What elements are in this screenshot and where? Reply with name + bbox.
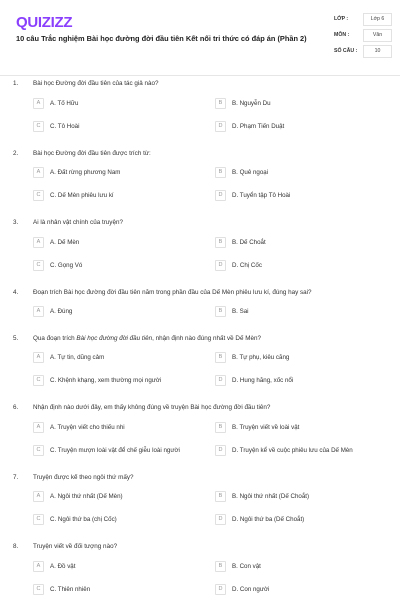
option-text: C. Truyện mượn loài vật để chế giễu loài người — [50, 446, 180, 454]
option-text: C. Tô Hoài — [50, 122, 80, 130]
meta-subject — [334, 29, 392, 45]
option-a[interactable] — [33, 559, 75, 573]
option-d[interactable] — [215, 119, 284, 133]
option-text: B. Tự phụ, kiêu căng — [232, 354, 290, 361]
option-b[interactable] — [215, 490, 309, 504]
option-a[interactable] — [33, 420, 125, 434]
option-letter-d: D — [215, 121, 226, 132]
option-text: B. Con vật — [232, 562, 261, 570]
option-d[interactable] — [215, 258, 262, 272]
option-letter-d: D — [215, 445, 226, 456]
question-number: 8. — [13, 543, 19, 550]
option-text: B. Quê ngoại — [232, 169, 269, 176]
option-letter-d: D — [215, 260, 226, 271]
question-number: 5. — [13, 334, 19, 342]
option-c[interactable] — [33, 119, 79, 133]
question-text: Bài học Đường đời đầu tiên của tác giả nào? — [33, 80, 159, 87]
document-title: 10 câu Trắc nghiệm Bài học đường đời đầu tiên Kết nối tri thức có đáp án (Phần 2) — [16, 34, 307, 43]
option-letter-a: A — [33, 491, 44, 502]
option-text: D. Con người — [232, 585, 270, 593]
option-letter-d: D — [215, 584, 226, 595]
option-letter-b: B — [215, 422, 226, 433]
option-b[interactable] — [215, 559, 261, 573]
option-text: D. Truyện kể về cuộc phiêu lưu của Dế Mèn — [232, 446, 353, 454]
option-text: A. Đất rừng phương Nam — [50, 169, 121, 176]
question-number: 3. — [13, 219, 19, 226]
meta-grade-value: Lớp 6 — [363, 13, 392, 26]
option-c[interactable] — [33, 582, 90, 596]
option-text: D. Chị Cốc — [232, 261, 262, 269]
question-6 — [0, 404, 400, 474]
question-1 — [0, 80, 400, 150]
question-text-before: Qua đoạn trích — [33, 334, 77, 342]
option-b[interactable] — [215, 166, 268, 180]
question-text: Nhận định nào dưới đây, em thấy không đúng về truyện Bài học đường đời đầu tiên? — [33, 404, 271, 411]
question-number: 6. — [13, 404, 19, 411]
option-letter-a: A — [33, 167, 44, 178]
option-b[interactable] — [215, 420, 299, 434]
question-text-after: , nhận định nào đúng nhất về Dế Mèn? — [152, 334, 261, 342]
meta-count — [334, 45, 392, 61]
option-d[interactable] — [215, 513, 304, 527]
option-c[interactable] — [33, 513, 117, 527]
meta-grade — [334, 13, 392, 29]
option-letter-a: A — [33, 422, 44, 433]
option-c[interactable] — [33, 443, 180, 457]
option-a[interactable] — [33, 96, 78, 110]
question-number: 7. — [13, 473, 19, 481]
option-text: C. Khệnh khạng, xem thường mọi người — [50, 377, 162, 384]
question-number: 1. — [13, 80, 19, 87]
option-letter-c: C — [33, 514, 44, 525]
question-4 — [0, 289, 400, 335]
question-text: Ai là nhân vật chính của truyện? — [33, 219, 123, 226]
option-text: B. Ngôi thứ nhất (Dế Choắt) — [232, 493, 310, 500]
option-text: B. Truyện viết về loài vật — [232, 423, 300, 431]
option-d[interactable] — [215, 443, 353, 457]
question-text: Truyện viết về đối tượng nào? — [33, 543, 118, 550]
option-letter-c: C — [33, 260, 44, 271]
meta-subject-label: MÔN : — [334, 32, 350, 38]
option-letter-a: A — [33, 98, 44, 109]
option-text: C. Thiên nhiên — [50, 585, 91, 593]
option-text: D. Ngôi thứ ba (Dế Choắt) — [232, 516, 305, 523]
question-text: Bài học Đường đời đầu tiên được trích từ: — [33, 149, 151, 157]
question-text — [33, 335, 388, 342]
option-c[interactable] — [33, 258, 82, 272]
option-letter-b: B — [215, 352, 226, 363]
option-letter-d: D — [215, 375, 226, 386]
option-letter-c: C — [33, 375, 44, 386]
option-letter-c: C — [33, 121, 44, 132]
option-a[interactable] — [33, 305, 72, 319]
option-text: A. Tố Hữu — [50, 99, 79, 107]
option-text: A. Đúng — [50, 308, 73, 315]
question-list — [0, 80, 400, 600]
option-text: A. Tự tin, dũng cảm — [50, 354, 105, 361]
option-b[interactable] — [215, 96, 271, 110]
option-a[interactable] — [33, 166, 120, 180]
meta-count-label: SỐ CÂU : — [334, 48, 358, 54]
option-c[interactable] — [33, 189, 114, 203]
meta-info — [334, 13, 392, 61]
option-letter-a: A — [33, 237, 44, 248]
question-number: 4. — [13, 288, 19, 296]
question-7 — [0, 474, 400, 544]
option-letter-c: C — [33, 584, 44, 595]
option-text: C. Ngôi thứ ba (chị Cốc) — [50, 516, 117, 523]
question-text: Đoạn trích Bài học đường đời đầu tiên nằm trong phần đầu của Dế Mèn phiêu lưu kí, đúng hay sai? — [33, 288, 312, 296]
option-text: D. Phạm Tiến Duật — [232, 122, 285, 130]
option-letter-c: C — [33, 445, 44, 456]
option-text: C. Gọng Vó — [50, 261, 83, 269]
question-2 — [0, 150, 400, 220]
option-text: A. Truyện viết cho thiếu nhi — [50, 423, 125, 431]
option-letter-b: B — [215, 98, 226, 109]
option-d[interactable] — [215, 189, 290, 203]
option-c[interactable] — [33, 374, 161, 388]
option-text: A. Ngôi thứ nhất (Dế Mèn) — [50, 493, 123, 500]
option-text: B. Dế Choắt — [232, 238, 266, 246]
question-5 — [0, 335, 400, 405]
question-8 — [0, 543, 400, 600]
question-3 — [0, 219, 400, 289]
meta-grade-label: LỚP : — [334, 16, 349, 22]
header-divider — [0, 75, 400, 76]
option-letter-b: B — [215, 237, 226, 248]
option-letter-a: A — [33, 561, 44, 572]
question-number: 2. — [13, 149, 19, 157]
option-b[interactable] — [215, 305, 249, 319]
option-d[interactable] — [215, 582, 269, 596]
document-header — [0, 0, 400, 72]
question-text-italic: Bài học đường đời đầu tiên — [76, 334, 153, 342]
option-letter-b: B — [215, 561, 226, 572]
option-letter-b: B — [215, 491, 226, 502]
option-text: C. Dế Mèn phiêu lưu kí — [50, 192, 114, 199]
option-letter-b: B — [215, 306, 226, 317]
option-a[interactable] — [33, 351, 104, 365]
option-letter-a: A — [33, 306, 44, 317]
option-text: D. Hung hăng, xốc nổi — [232, 377, 294, 384]
option-text: B. Nguyễn Du — [232, 99, 271, 107]
meta-count-value: 10 — [363, 45, 392, 58]
meta-subject-value: Văn — [363, 29, 392, 42]
question-text: Truyện được kể theo ngôi thứ mấy? — [33, 473, 134, 481]
option-letter-a: A — [33, 352, 44, 363]
option-d[interactable] — [215, 374, 293, 388]
option-b[interactable] — [215, 351, 289, 365]
option-b[interactable] — [215, 235, 266, 249]
option-text: D. Tuyển tập Tô Hoài — [232, 192, 291, 199]
option-text: A. Đồ vật — [50, 562, 76, 570]
option-a[interactable] — [33, 490, 123, 504]
quizizz-logo: QUIZIZZ — [16, 14, 73, 31]
option-letter-b: B — [215, 167, 226, 178]
option-text: A. Dế Mèn — [50, 238, 80, 246]
option-letter-d: D — [215, 190, 226, 201]
option-letter-c: C — [33, 190, 44, 201]
option-text: B. Sai — [232, 308, 249, 315]
option-letter-d: D — [215, 514, 226, 525]
option-a[interactable] — [33, 235, 79, 249]
